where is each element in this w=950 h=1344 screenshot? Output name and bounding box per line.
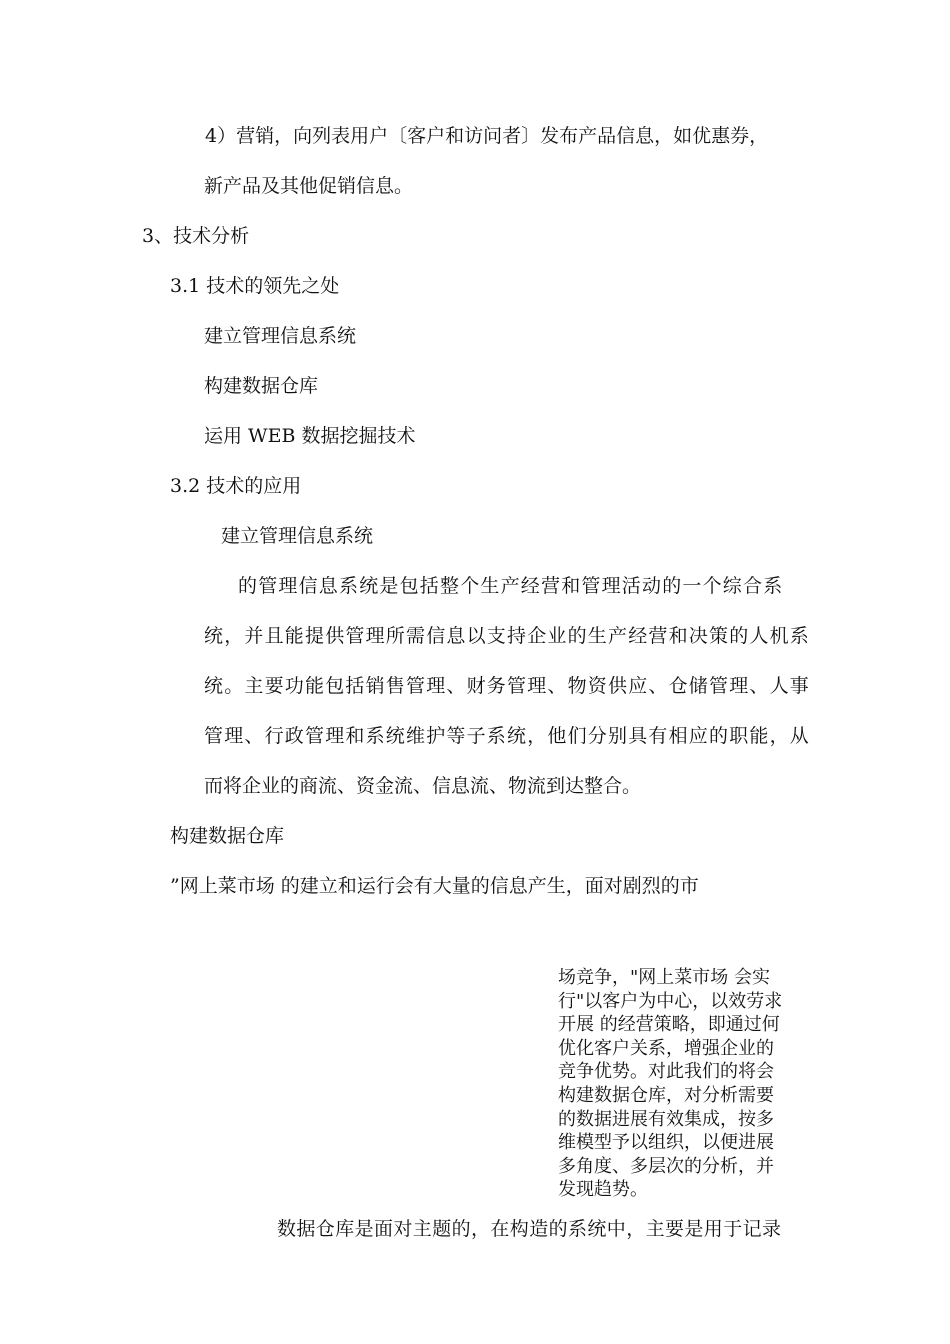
subsection-heading: 3.1 技术的领先之处 — [170, 275, 340, 297]
side-text-line: 维模型予以组织，以便进展 — [558, 1132, 774, 1154]
side-text-line: 行"以客户为中心，以效劳求 — [558, 990, 783, 1012]
item-heading: 建立管理信息系统 — [221, 525, 374, 547]
paragraph-line: 管理、行政管理和系统维护等子系统，他们分别具有相应的职能，从 — [204, 725, 811, 747]
subsection-heading: 3.2 技术的应用 — [170, 475, 302, 497]
list-item: 建立管理信息系统 — [204, 325, 357, 347]
paragraph-line: 4）营销，向列表用户〔客户和访问者〕发布产品信息，如优惠券， — [205, 125, 769, 147]
side-text-line: 构建数据仓库，对分析需要 — [558, 1084, 774, 1106]
paragraph-line: 数据仓库是面对主题的，在构造的系统中，主要是用于记录 — [277, 1218, 782, 1240]
paragraph-line: ”网上菜市场 的建立和运行会有大量的信息产生，面对剧烈的市 — [170, 875, 699, 897]
side-text-line: 发现趋势。 — [558, 1179, 648, 1201]
side-text-line: 优化客户关系，增强企业的 — [558, 1037, 774, 1059]
side-text-block — [558, 966, 818, 1202]
side-text-line: 开展 的经营策略，即通过何 — [558, 1014, 780, 1036]
section-heading: 3、技术分析 — [142, 225, 250, 247]
side-text-line: 场竞争，"网上菜市场 会实 — [558, 967, 770, 988]
side-text-line: 竞争优势。对此我们的将会 — [558, 1061, 774, 1083]
side-text-line: 的数据进展有效集成，按多 — [558, 1108, 774, 1130]
paragraph-line: 统。主要功能包括销售管理、财务管理、物资供应、仓储管理、人事 — [204, 675, 811, 697]
paragraph-line: 统，并且能提供管理所需信息以支持企业的生产经营和决策的人机系 — [204, 625, 811, 647]
paragraph-line: 新产品及其他促销信息。 — [204, 175, 414, 197]
side-text-line: 多角度、多层次的分析，并 — [558, 1155, 774, 1177]
item-heading: 构建数据仓库 — [170, 825, 285, 847]
paragraph-line: 的管理信息系统是包括整个生产经营和管理活动的一个综合系 — [238, 575, 784, 597]
list-item: 构建数据仓库 — [204, 375, 319, 397]
paragraph-line: 而将企业的商流、资金流、信息流、物流到达整合。 — [204, 775, 642, 797]
list-item: 运用 WEB 数据挖掘技术 — [204, 425, 416, 447]
